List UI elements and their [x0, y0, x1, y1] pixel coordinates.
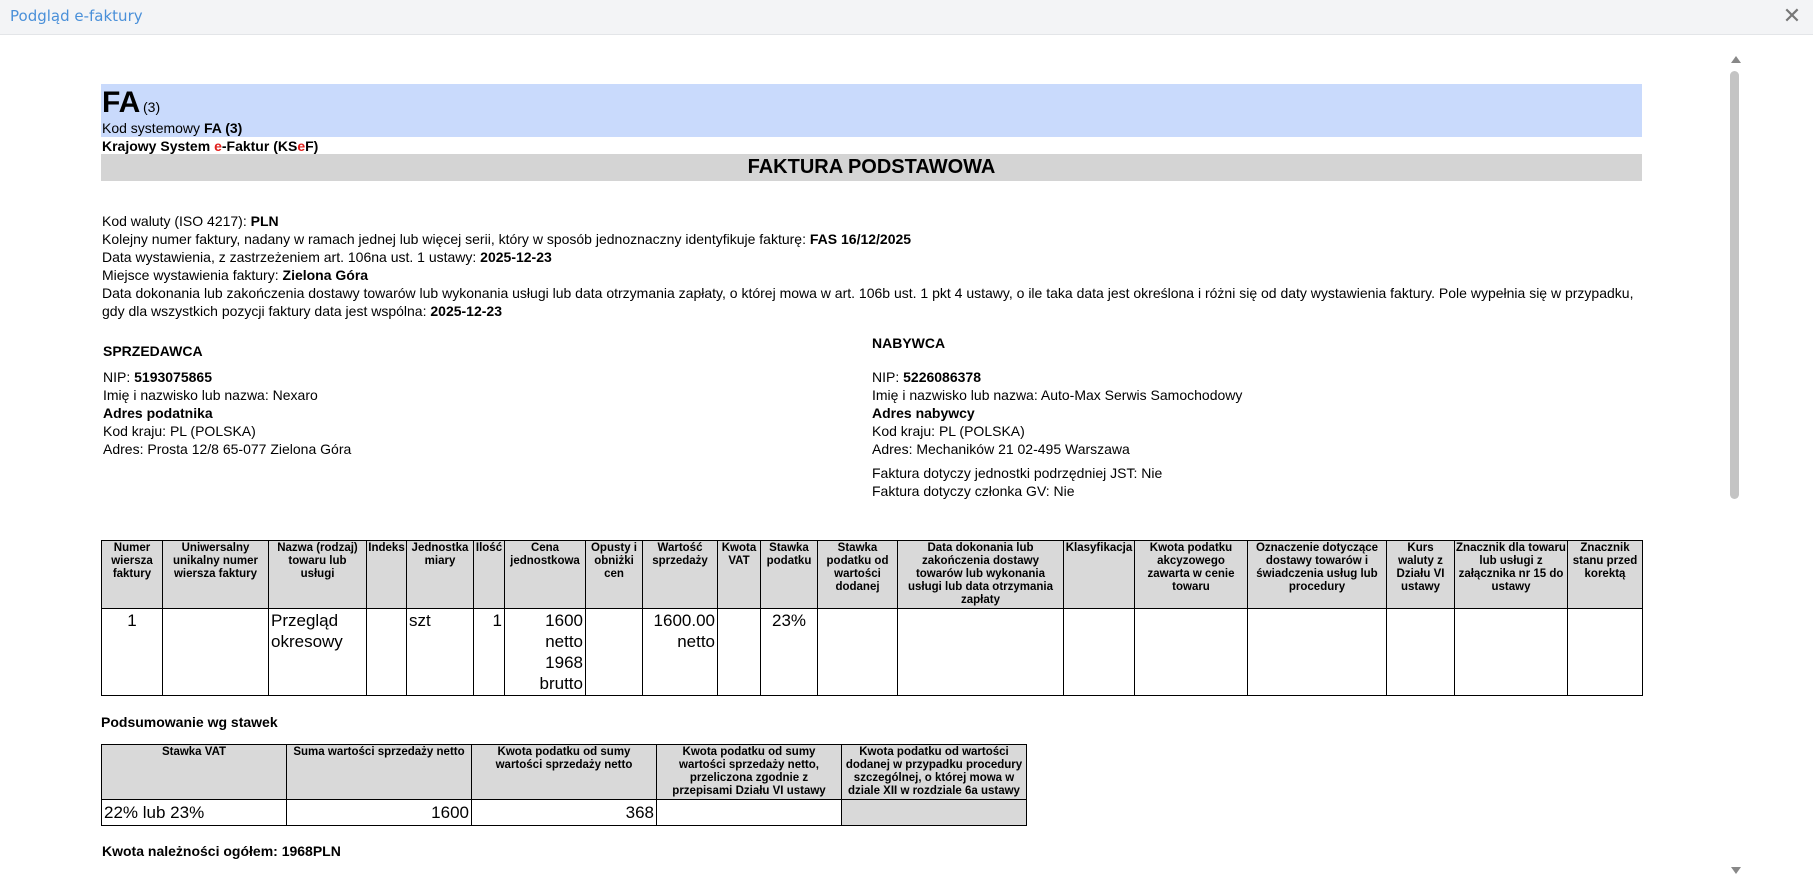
col-header: Jednostka miary — [407, 541, 474, 609]
col-header: Znacznik dla towaru lub usługi z załącznika nr 15 do ustawy — [1455, 541, 1568, 609]
col-header: Stawka podatku od wartości dodanej — [818, 541, 898, 609]
dialog-header — [0, 0, 1813, 35]
summary-table — [101, 744, 1027, 826]
system-code: Kod systemowy FA (3) — [102, 120, 243, 136]
table-row — [102, 609, 1643, 696]
seller-block — [103, 342, 351, 458]
col-header: Oznaczenie dotyczące dostawy towarów i świadczenia usług lub procedury — [1248, 541, 1387, 609]
col-header: Znacznik stanu przed korektą — [1568, 541, 1643, 609]
buyer-address-heading: Adres nabywcy — [872, 405, 975, 421]
cell-qty: 1 — [474, 609, 505, 696]
number-line: Kolejny numer faktury, nadany w ramach jednej lub więcej serii, który w sposób jednoznaczny identyfikuje fakturę: FAS 16/12/2025 — [102, 231, 912, 247]
issue-date-line: Data wystawienia, z zastrzeżeniem art. 106na ust. 1 ustawy: 2025-12-23 — [102, 249, 552, 265]
cell-vat — [718, 609, 761, 696]
cell-tax: 368 — [472, 800, 657, 826]
dialog-title: Podgląd e-faktury — [10, 7, 143, 25]
col-header: Klasyfikacja — [1064, 541, 1135, 609]
col-header: Stawka VAT — [102, 745, 287, 800]
summary-header-row — [102, 745, 1027, 800]
buyer-country: Kod kraju: PL (POLSKA) — [872, 423, 1025, 439]
buyer-jst: Faktura dotyczy jednostki podrzędniej JST: Nie — [872, 465, 1163, 481]
col-header: Wartość sprzedaży — [643, 541, 718, 609]
col-header: Numer wiersza faktury — [102, 541, 163, 609]
ksef-label: Krajowy System e-Faktur (KSeF) — [102, 138, 319, 154]
buyer-heading: NABYWCA — [872, 335, 946, 351]
cell-name: Przegląd okresowy — [269, 609, 367, 696]
col-header: Kurs waluty z Działu VI ustawy — [1387, 541, 1455, 609]
col-header: Indeks — [367, 541, 407, 609]
cell-empty — [1064, 609, 1135, 696]
invoice-header — [101, 84, 1642, 137]
buyer-address: Adres: Mechaników 21 02-495 Warszawa — [872, 441, 1130, 457]
invoice-type-band: FAKTURA PODSTAWOWA — [101, 154, 1642, 181]
cell-price: 1600 netto 1968 brutto — [505, 609, 586, 696]
buyer-block — [872, 334, 1242, 500]
buyer-name: Imię i nazwisko lub nazwa: Auto-Max Serwis Samochodowy — [872, 387, 1243, 403]
cell-empty — [1387, 609, 1455, 696]
invoice-document — [101, 84, 1642, 859]
cell-empty — [818, 609, 898, 696]
col-header: Cena jednostkowa — [505, 541, 586, 609]
cell-empty — [657, 800, 842, 826]
delivery-date-line: Data dokonania lub zakończenia dostawy towarów lub wykonania usługi lub data otrzymania zapłaty, o której mowa w art. 106b ust. 1 pkt 4 ustawy, o ile taka data jest określona i różni się od daty wystawienia faktury. Pole wypełnia się w przypadku, gdy dla wszystkich pozycji faktury data jest wspólna: 2025-12-23 — [102, 285, 1634, 319]
seller-heading: SPRZEDAWCA — [103, 343, 203, 359]
seller-address: Adres: Prosta 12/8 65-077 Zielona Góra — [103, 441, 352, 457]
col-header: Kwota VAT — [718, 541, 761, 609]
seller-nip: NIP: 5193075865 — [103, 369, 212, 385]
currency-line: Kod waluty (ISO 4217): PLN — [102, 213, 279, 229]
cell-num: 1 — [102, 609, 163, 696]
items-table — [101, 540, 1643, 696]
cell-net: 1600 — [287, 800, 472, 826]
items-header-row — [102, 541, 1643, 609]
invoice-info — [102, 212, 1642, 320]
form-code: FA — [102, 86, 141, 119]
cell-empty — [1248, 609, 1387, 696]
seller-address-heading: Adres podatnika — [103, 405, 213, 421]
buyer-nip: NIP: 5226086378 — [872, 369, 981, 385]
cell-value: 1600.00 netto — [643, 609, 718, 696]
cell-discount — [586, 609, 643, 696]
scrollbar-thumb[interactable] — [1730, 71, 1739, 499]
close-icon[interactable]: ✕ — [1782, 3, 1802, 28]
form-variant: (3) — [143, 99, 161, 115]
cell-empty — [898, 609, 1064, 696]
cell-empty — [1568, 609, 1643, 696]
cell-empty — [842, 800, 1027, 826]
seller-country: Kod kraju: PL (POLSKA) — [103, 423, 256, 439]
total-amount: Kwota należności ogółem: 1968PLN — [102, 843, 341, 859]
scroll-down-icon[interactable] — [1731, 867, 1741, 874]
col-header: Ilość — [474, 541, 505, 609]
col-header: Data dokonania lub zakończenia dostawy towarów lub wykonania usługi lub data otrzymania zapłaty — [898, 541, 1064, 609]
col-header: Stawka podatku — [761, 541, 818, 609]
col-header: Kwota podatku akcyzowego zawarta w cenie towaru — [1135, 541, 1248, 609]
cell-unit: szt — [407, 609, 474, 696]
col-header: Kwota podatku od wartości dodanej w przypadku procedury szczególnej, o której mowa w dziale XII w rozdziale 6a ustawy — [842, 745, 1027, 800]
table-row — [102, 800, 1027, 826]
seller-name: Imię i nazwisko lub nazwa: Nexaro — [103, 387, 318, 403]
col-header: Nazwa (rodzaj) towaru lub usługi — [269, 541, 367, 609]
col-header: Kwota podatku od sumy wartości sprzedaży netto — [472, 745, 657, 800]
scroll-up-icon[interactable] — [1731, 56, 1741, 63]
col-header: Kwota podatku od sumy wartości sprzedaży netto, przeliczona zgodnie z przepisami Działu VI ustawy — [657, 745, 842, 800]
cell-index — [367, 609, 407, 696]
buyer-gv: Faktura dotyczy członka GV: Nie — [872, 483, 1075, 499]
col-header: Uniwersalny unikalny numer wiersza faktury — [163, 541, 269, 609]
vertical-scrollbar[interactable] — [1728, 56, 1744, 874]
cell-empty — [1455, 609, 1568, 696]
col-header: Suma wartości sprzedaży netto — [287, 745, 472, 800]
summary-title: Podsumowanie wg stawek — [101, 714, 278, 730]
cell-uuid — [163, 609, 269, 696]
cell-rate: 22% lub 23% — [102, 800, 287, 826]
cell-rate: 23% — [761, 609, 818, 696]
col-header: Opusty i obniżki cen — [586, 541, 643, 609]
place-line: Miejsce wystawienia faktury: Zielona Góra — [102, 267, 369, 283]
cell-empty — [1135, 609, 1248, 696]
